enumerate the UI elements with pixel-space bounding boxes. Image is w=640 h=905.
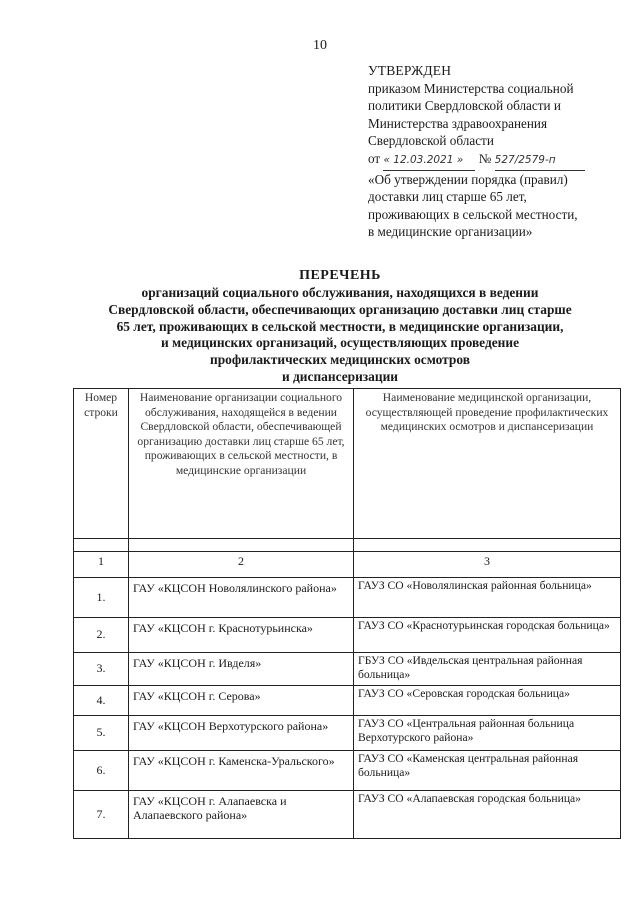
table-row [74, 618, 621, 653]
date-prefix: от [368, 150, 381, 166]
row-number: 2. [74, 618, 129, 653]
approval-subject-line: проживающих в сельской местности, [368, 206, 578, 222]
header-row-number: Номер строки [74, 389, 129, 539]
table-row [74, 578, 621, 618]
table-header-row [74, 389, 621, 539]
title-line: профилактических медицинских осмотров [210, 352, 470, 368]
approval-line: Министерства здравоохранения [368, 115, 548, 131]
medical-org-cell: ГАУЗ СО «Серовская городская больница» [354, 686, 621, 716]
table-row [74, 686, 621, 716]
medical-org-cell: ГАУЗ СО «Новолялинская районная больница» [354, 578, 621, 618]
handwritten-number: 527/2579-п [495, 152, 585, 171]
header-medical-org: Наименование медицинской организации, осуществляющей проведение профилактических медицинских осмотров и диспансеризации [354, 389, 621, 539]
social-org-cell: ГАУ «КЦСОН Новолялинского района» [129, 578, 354, 618]
document-title [60, 268, 620, 386]
table-row [74, 716, 621, 751]
medical-org-cell: ГБУЗ СО «Ивдельская центральная районная больница» [354, 653, 621, 686]
social-org-cell: ГАУ «КЦСОН г. Краснотурьинска» [129, 618, 354, 653]
approval-date-line [368, 150, 618, 171]
social-org-cell: ГАУ «КЦСОН г. Алапаевска и Алапаевского района» [129, 791, 354, 839]
column-number: 1 [74, 552, 129, 578]
approval-heading: УТВЕРЖДЕН [368, 63, 452, 78]
medical-org-cell: ГАУЗ СО «Центральная районная больница Верхотурского района» [354, 716, 621, 751]
approval-line: политики Свердловской области и [368, 98, 561, 114]
row-number: 7. [74, 791, 129, 839]
title-line: организаций социального обслуживания, находящихся в ведении [141, 285, 539, 300]
approval-subject-line: в медицинские организации» [368, 224, 533, 240]
social-org-cell: ГАУ «КЦСОН г. Ивделя» [129, 653, 354, 686]
table-row [74, 653, 621, 686]
table-spacer-row [74, 539, 621, 552]
title-heading: ПЕРЕЧЕНЬ [299, 268, 381, 283]
header-social-org: Наименование организации социального обслуживания, находящейся в ведении Свердловской области, обеспечивающей организацию доставки лиц старше 65 лет, проживающих в сельской местности, в медицинские организации [129, 389, 354, 539]
social-org-cell: ГАУ «КЦСОН г. Каменска-Уральского» [129, 751, 354, 791]
page-number: 10 [313, 38, 327, 53]
row-number: 5. [74, 716, 129, 751]
title-line: 65 лет, проживающих в сельской местности, в медицинские организации, [116, 318, 564, 334]
medical-org-cell: ГАУЗ СО «Каменская центральная районная больница» [354, 751, 621, 791]
approval-line: приказом Министерства социальной [368, 80, 574, 96]
medical-org-cell: ГАУЗ СО «Алапаевская городская больница» [354, 791, 621, 839]
column-number: 3 [354, 552, 621, 578]
column-numbers-row [74, 552, 621, 578]
row-number: 6. [74, 751, 129, 791]
approval-subject-line: доставки лиц старше 65 лет, [368, 189, 527, 205]
title-line: и диспансеризации [281, 368, 399, 384]
row-number: 4. [74, 686, 129, 716]
title-line: и медицинских организаций, осуществляющих проведение [160, 335, 520, 351]
table-row [74, 791, 621, 839]
approval-line: Свердловской области [368, 133, 494, 149]
medical-org-cell: ГАУЗ СО «Краснотурьинская городская больница» [354, 618, 621, 653]
number-prefix: № [478, 150, 492, 166]
social-org-cell: ГАУ «КЦСОН Верхотурского района» [129, 716, 354, 751]
table-row [74, 751, 621, 791]
approval-subject-line: «Об утверждении порядка (правил) [368, 171, 568, 187]
handwritten-date: « 12.03.2021 » [383, 152, 475, 171]
approval-block [368, 62, 618, 241]
title-line: Свердловской области, обеспечивающих организацию доставки лиц старше [108, 301, 572, 317]
row-number: 3. [74, 653, 129, 686]
row-number: 1. [74, 578, 129, 618]
social-org-cell: ГАУ «КЦСОН г. Серова» [129, 686, 354, 716]
column-number: 2 [129, 552, 354, 578]
organizations-table [73, 388, 621, 839]
